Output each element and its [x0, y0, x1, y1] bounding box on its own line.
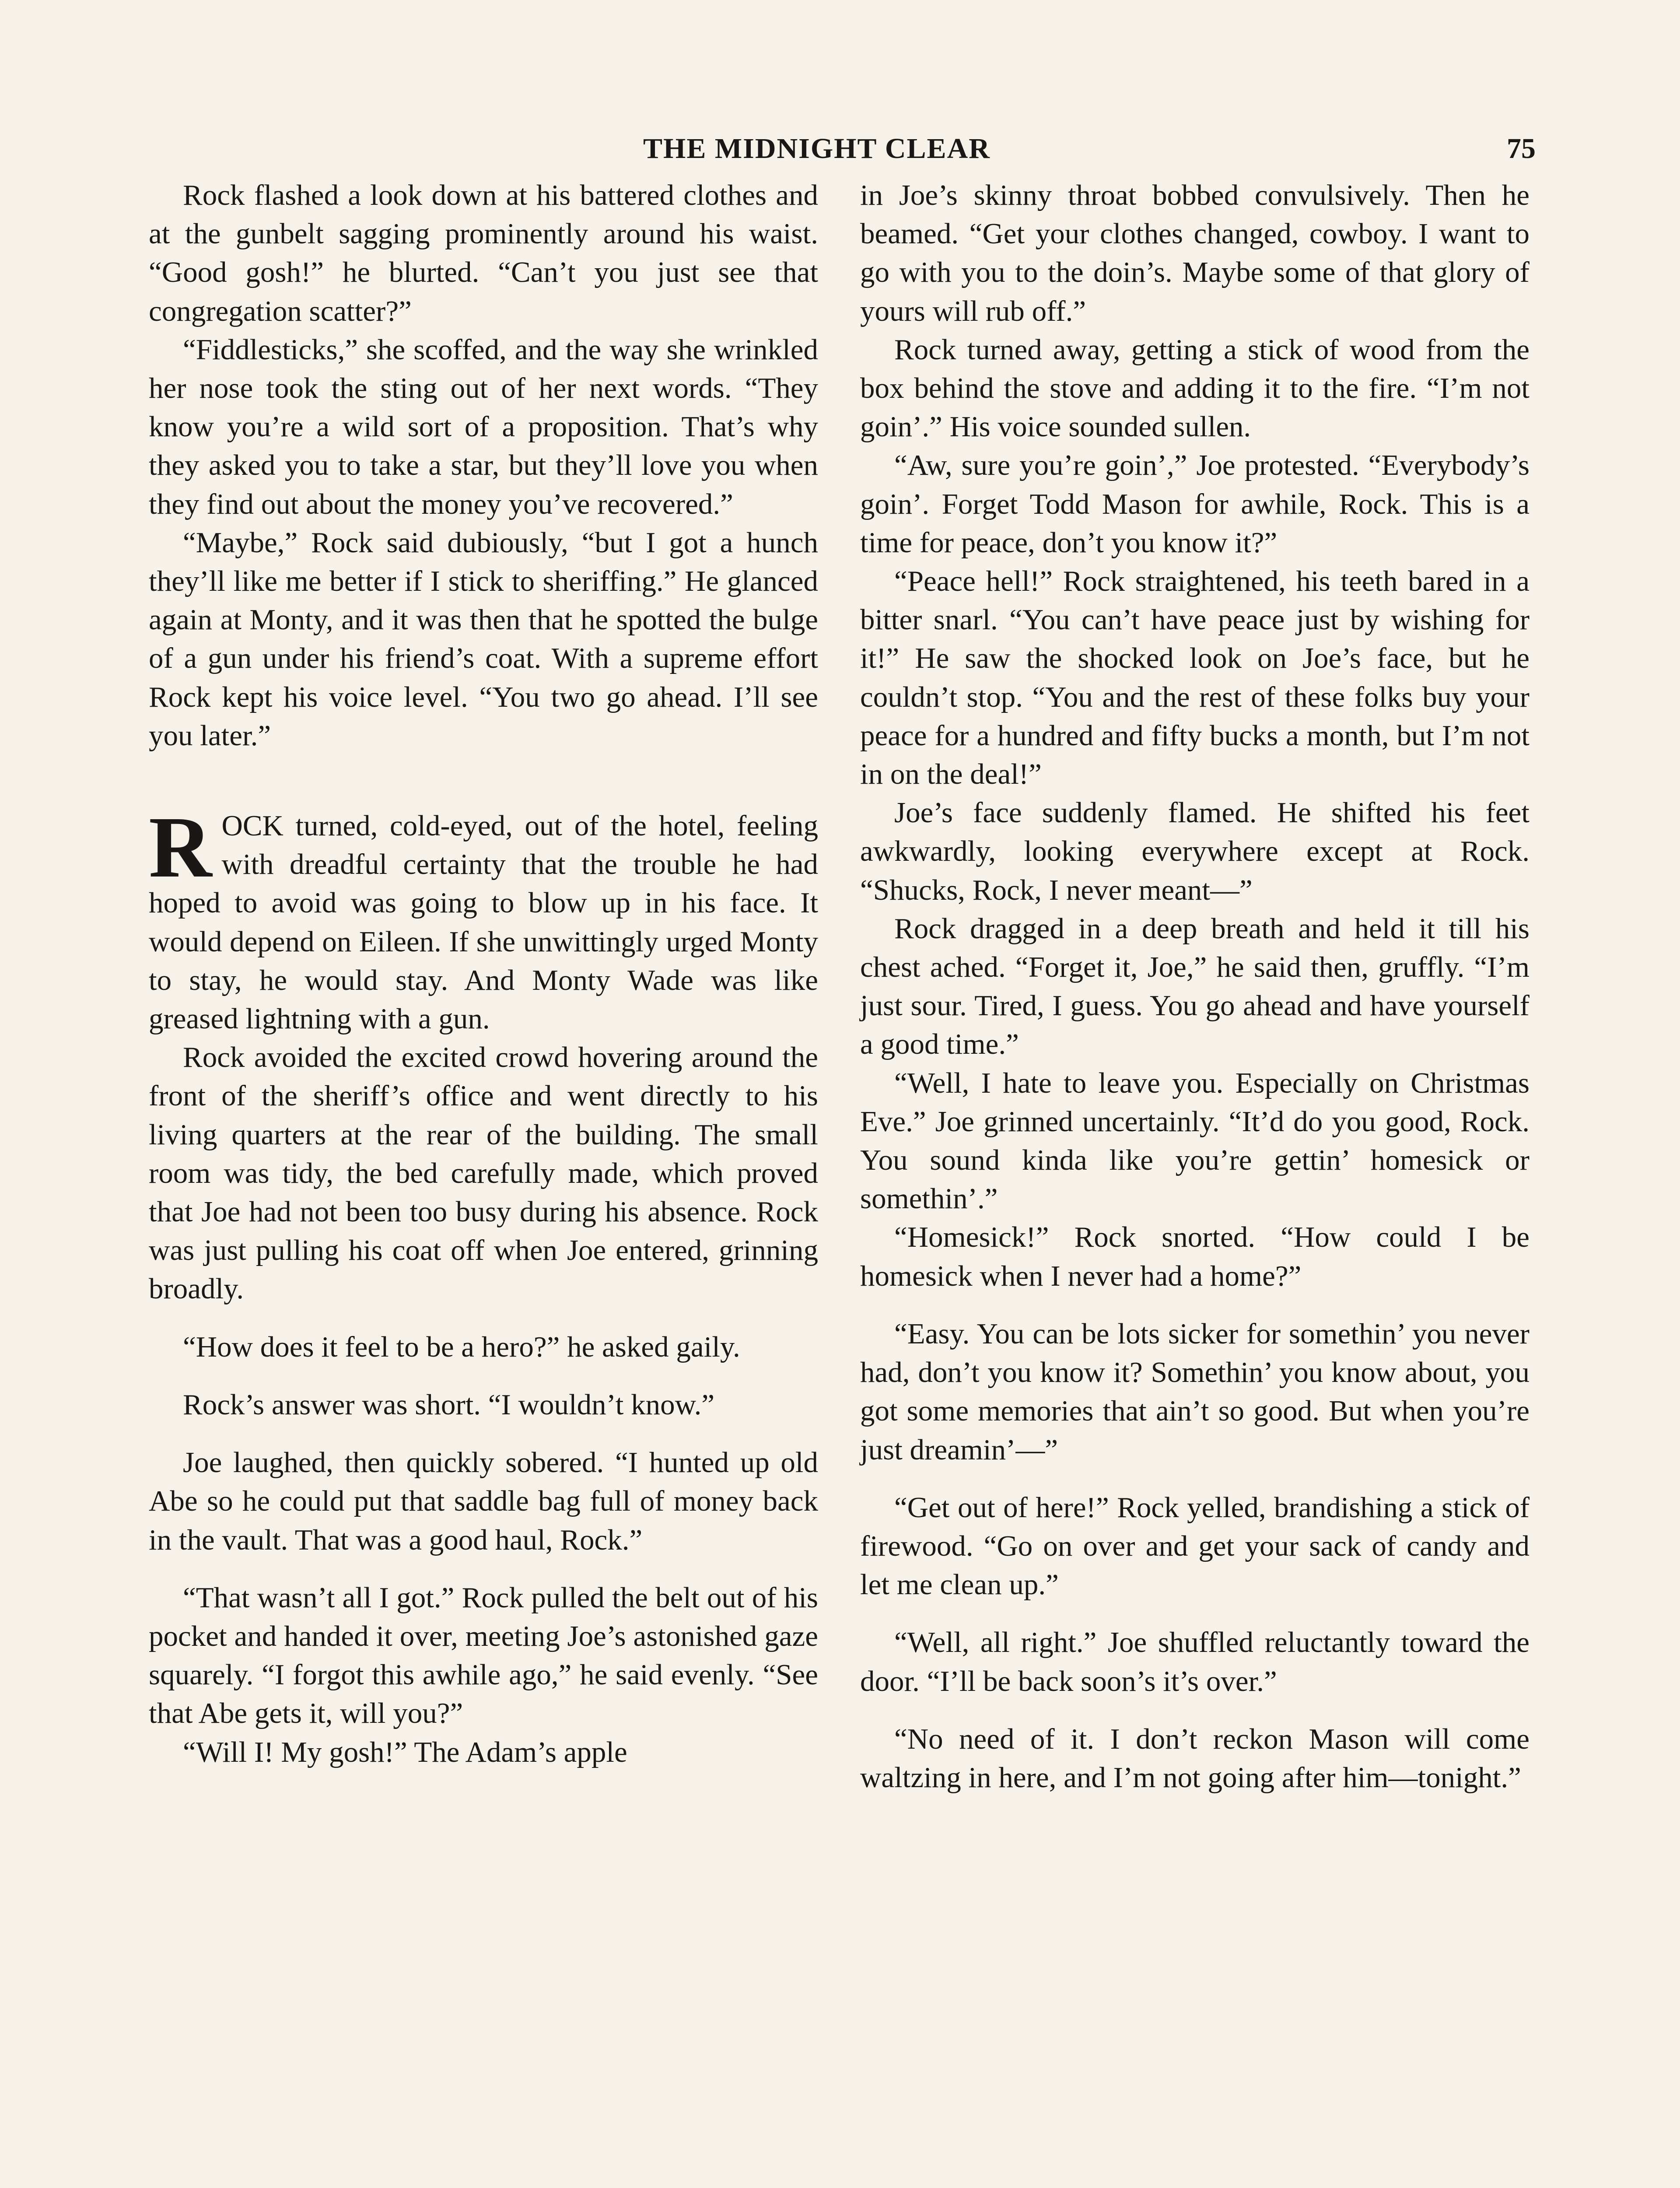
paragraph-text: OCK turned, cold-eyed, out of the hotel, feeling with dreadful certainty that the trouble he had hoped to avoid was going to blow up in his face. It would depend on Eileen. If she unwittingly urged Monty to stay, he would stay. And Monty Wade was like greased lightning with a gun. — [149, 810, 818, 1035]
paragraph: “Aw, sure you’re goin’,” Joe protested. “Everybody’s goin’. Forget Todd Mason for awhile, Rock. This is a time for peace, don’t you know it?” — [860, 449, 1530, 559]
paragraph: Rock dragged in a deep breath and held it till his chest ached. “Forget it, Joe,” he said then, gruffly. “I’m just sour. Tired, I guess. You go ahead and have yourself a good time.” — [860, 912, 1530, 1061]
paragraph: “Easy. You can be lots sicker for somethin’ you never had, don’t you know it? Somethin’ you know about, you got some memories that ain’t so good. But when you’re just dreamin’—” — [860, 1317, 1530, 1466]
paragraph: Rock turned away, getting a stick of wood from the box behind the stove and adding it to the fire. “I’m not goin’.” His voice sounded sullen. — [860, 333, 1530, 443]
drop-cap: R — [149, 799, 212, 896]
page-header — [144, 127, 1536, 171]
page-number: 75 — [1507, 133, 1536, 165]
section-opening-paragraph — [149, 799, 818, 1038]
paragraph: “Fiddlesticks,” she scoffed, and the way she wrinkled her nose took the sting out of her next words. “They know you’re a wild sort of a proposition. That’s why they asked you to take a star, but they’ll love you when they find out about the money you’ve recovered.” — [149, 333, 818, 520]
paragraph: “Homesick!” Rock snorted. “How could I be homesick when I never had a home?” — [860, 1221, 1530, 1292]
paragraph: “Get out of here!” Rock yelled, brandishing a stick of firewood. “Go on over and get your sack of candy and let me clean up.” — [860, 1491, 1530, 1601]
paragraph: “Well, all right.” Joe shuffled reluctantly toward the door. “I’ll be back soon’s it’s over.” — [860, 1626, 1530, 1697]
paragraph: “How does it feel to be a hero?” he asked gaily. — [183, 1330, 740, 1363]
paragraph: Joe laughed, then quickly sobered. “I hunted up old Abe so he could put that saddle bag full of money back in the vault. That was a good haul, Rock.” — [149, 1446, 818, 1556]
paragraph: “No need of it. I don’t reckon Mason will come waltzing in here, and I’m not going after him—tonight.” — [860, 1722, 1530, 1794]
paragraph: Rock’s answer was short. “I wouldn’t know.” — [183, 1388, 715, 1421]
paragraph: “Will I! My gosh!” The Adam’s apple — [183, 1736, 627, 1768]
right-column — [860, 176, 1530, 1797]
running-title: THE MIDNIGHT CLEAR — [643, 133, 990, 165]
paragraph: “Well, I hate to leave you. Especially on Christmas Eve.” Joe grinned uncertainly. “It’d do you good, Rock. You sound kinda like you’re gettin’ homesick or somethin’.” — [860, 1066, 1530, 1215]
paragraph: Joe’s face suddenly flamed. He shifted his feet awkwardly, looking everywhere except at Rock. “Shucks, Rock, I never meant—” — [860, 796, 1530, 906]
left-column — [149, 176, 818, 1771]
paragraph: “Maybe,” Rock said dubiously, “but I got a hunch they’ll like me better if I stick to sheriffing.” He glanced again at Monty, and it was then that he spotted the bulge of a gun under his friend’s coat. With a supreme effort Rock kept his voice level. “You two go ahead. I’ll see you later.” — [149, 526, 818, 752]
paragraph-continued: in Joe’s skinny throat bobbed convulsively. Then he beamed. “Get your clothes changed, cowboy. I want to go with you to the doin’s. Maybe some of that glory of yours will rub off.” — [860, 179, 1530, 327]
paragraph: Rock flashed a look down at his battered clothes and at the gunbelt sagging prominently around his waist. “Good gosh!” he blurted. “Can’t you just see that congregation scatter?” — [149, 179, 818, 327]
paragraph: Rock avoided the excited crowd hovering around the front of the sheriff’s office and went directly to his living quarters at the rear of the building. The small room was tidy, the bed carefully made, which proved that Joe had not been too busy during his absence. Rock was just pulling his coat off when Joe entered, grinning broadly. — [149, 1041, 818, 1305]
paragraph: “Peace hell!” Rock straightened, his teeth bared in a bitter snarl. “You can’t have peace just by wishing for it!” He saw the shocked look on Joe’s face, but he couldn’t stop. “You and the rest of these folks buy your peace for a hundred and fifty bucks a month, but I’m not in on the deal!” — [860, 565, 1530, 791]
paragraph: “That wasn’t all I got.” Rock pulled the belt out of his pocket and handed it over, meeting Joe’s astonished gaze squarely. “I forgot this awhile ago,” he said evenly. “See that Abe gets it, will you?” — [149, 1581, 818, 1730]
